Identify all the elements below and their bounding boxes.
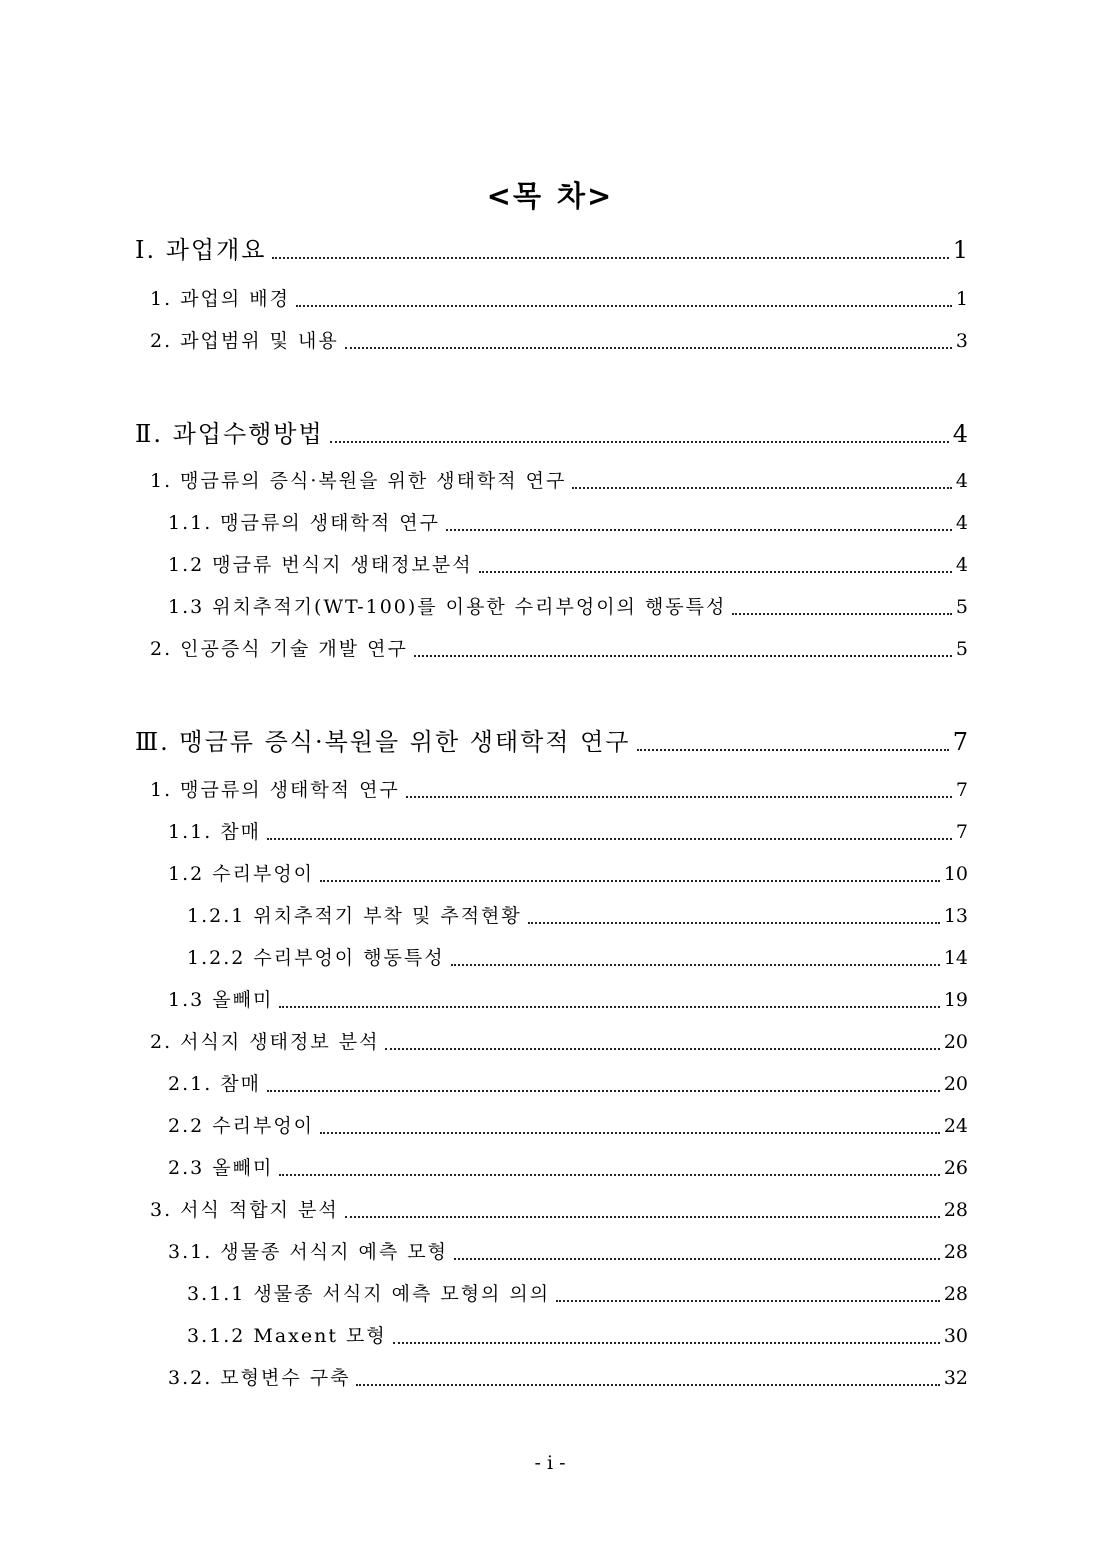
toc-entry[interactable]: [150, 284, 968, 314]
toc-page-number: 26: [943, 1157, 968, 1179]
toc-entry[interactable]: [150, 775, 968, 805]
page-footer: - i -: [534, 1452, 566, 1474]
toc-entry[interactable]: [168, 817, 968, 847]
dot-leader: [345, 1195, 940, 1225]
dot-leader: [732, 592, 952, 622]
toc-entry[interactable]: [187, 901, 968, 931]
toc-label: 1. 맹금류의 생태학적 연구: [150, 779, 400, 801]
toc-page-number: 19: [943, 989, 968, 1011]
toc-page-number: 3: [955, 330, 968, 352]
toc-page-number: 10: [943, 863, 968, 885]
toc-entry[interactable]: [168, 1363, 968, 1393]
toc-label: 1.3 위치추적기(WT-100)를 이용한 수리부엉이의 행동특성: [168, 596, 727, 618]
toc-entry[interactable]: [187, 943, 968, 973]
toc-label: 3.1.2 Maxent 모형: [187, 1325, 387, 1347]
toc-label: 2. 서식지 생태정보 분석: [150, 1031, 380, 1053]
toc-entry[interactable]: [150, 1027, 968, 1057]
toc-page-number: 7: [952, 728, 968, 756]
toc-label: 2.1. 참매: [168, 1073, 262, 1095]
toc-page-number: 7: [955, 821, 968, 843]
toc-entry[interactable]: [150, 634, 968, 664]
toc-page-number: 20: [943, 1073, 968, 1095]
toc-chapter-1[interactable]: [135, 232, 968, 268]
toc-label: 3.1. 생물종 서식지 예측 모형: [168, 1241, 448, 1263]
toc-label: Ⅲ. 맹금류 증식·복원을 위한 생태학적 연구: [135, 728, 631, 756]
toc-page-number: 28: [943, 1241, 968, 1263]
toc-page-number: 5: [955, 596, 968, 618]
toc-page-number: 4: [955, 554, 968, 576]
toc-page-number: 24: [943, 1115, 968, 1137]
toc-label: 1.2 맹금류 번식지 생태정보분석: [168, 554, 473, 576]
toc-label: 3.1.1 생물종 서식지 예측 모형의 의의: [187, 1283, 551, 1305]
toc-label: Ⅰ. 과업개요: [135, 236, 267, 264]
dot-leader: [451, 943, 940, 973]
toc-title: [0, 174, 1100, 215]
toc-page-number: 28: [943, 1283, 968, 1305]
toc-label: 1. 과업의 배경: [150, 288, 290, 310]
dot-leader: [320, 859, 940, 889]
toc-entry[interactable]: [150, 466, 968, 496]
dot-leader: [637, 724, 949, 760]
toc-entry[interactable]: [150, 1195, 968, 1225]
dot-leader: [320, 1111, 940, 1141]
toc-page-number: 4: [955, 512, 968, 534]
toc-page-number: 4: [955, 470, 968, 492]
toc-entry[interactable]: [168, 592, 968, 622]
dot-leader: [479, 550, 952, 580]
toc-entry[interactable]: [168, 1153, 968, 1183]
toc-label: 1. 맹금류의 증식·복원을 위한 생태학적 연구: [150, 470, 567, 492]
dot-leader: [454, 1237, 940, 1267]
toc-chapter-3[interactable]: [135, 724, 968, 760]
toc-label: 1.1. 참매: [168, 821, 262, 843]
dot-leader: [528, 901, 940, 931]
toc-page-number: 30: [943, 1325, 968, 1347]
toc-label: 2. 과업범위 및 내용: [150, 330, 339, 352]
toc-page-number: 4: [952, 420, 968, 448]
toc-label: 1.2 수리부엉이: [168, 863, 315, 885]
dot-leader: [446, 508, 952, 538]
toc-entry[interactable]: [150, 326, 968, 356]
toc-entry[interactable]: [168, 550, 968, 580]
toc-label: Ⅱ. 과업수행방법: [135, 420, 324, 448]
toc-label: 1.3 올빼미: [168, 989, 274, 1011]
dot-leader: [572, 466, 952, 496]
toc-label: 1.2.1 위치추적기 부착 및 추적현황: [187, 905, 522, 927]
dot-leader: [330, 416, 949, 452]
dot-leader: [272, 232, 948, 268]
toc-label: 2.2 수리부엉이: [168, 1115, 315, 1137]
toc-label: 3.2. 모형변수 구축: [168, 1367, 351, 1389]
dot-leader: [279, 985, 939, 1015]
dot-leader: [556, 1279, 940, 1309]
toc-chapter-2[interactable]: [135, 416, 968, 452]
dot-leader: [345, 326, 952, 356]
toc-page-number: 1: [955, 288, 968, 310]
dot-leader: [393, 1321, 940, 1351]
toc-page-number: 7: [955, 779, 968, 801]
toc-page-number: 5: [955, 638, 968, 660]
toc-title-part1: <목: [486, 179, 543, 213]
toc-page-number: 13: [943, 905, 968, 927]
toc-label: 1.2.2 수리부엉이 행동특성: [187, 947, 445, 969]
toc-entry[interactable]: [168, 859, 968, 889]
toc-entry[interactable]: [168, 1111, 968, 1141]
toc-page-number: 28: [943, 1199, 968, 1221]
toc-page-number: 14: [943, 947, 968, 969]
toc-page-number: 1: [952, 236, 968, 264]
dot-leader: [414, 634, 952, 664]
toc-label: 2. 인공증식 기술 개발 연구: [150, 638, 408, 660]
dot-leader: [385, 1027, 939, 1057]
dot-leader: [296, 284, 952, 314]
toc-page-number: 20: [943, 1031, 968, 1053]
toc-entry[interactable]: [168, 1069, 968, 1099]
dot-leader: [267, 817, 952, 847]
toc-label: 2.3 올빼미: [168, 1157, 274, 1179]
toc-entry[interactable]: [168, 985, 968, 1015]
dot-leader: [406, 775, 952, 805]
toc-entry[interactable]: [187, 1321, 968, 1351]
toc-title-part2: 차>: [557, 179, 614, 213]
toc-entry[interactable]: [187, 1279, 968, 1309]
toc-label: 3. 서식 적합지 분석: [150, 1199, 339, 1221]
dot-leader: [267, 1069, 940, 1099]
toc-entry[interactable]: [168, 508, 968, 538]
dot-leader: [356, 1363, 939, 1393]
toc-label: 1.1. 맹금류의 생태학적 연구: [168, 512, 440, 534]
toc-entry[interactable]: [168, 1237, 968, 1267]
toc-page-number: 32: [943, 1367, 968, 1389]
dot-leader: [279, 1153, 939, 1183]
